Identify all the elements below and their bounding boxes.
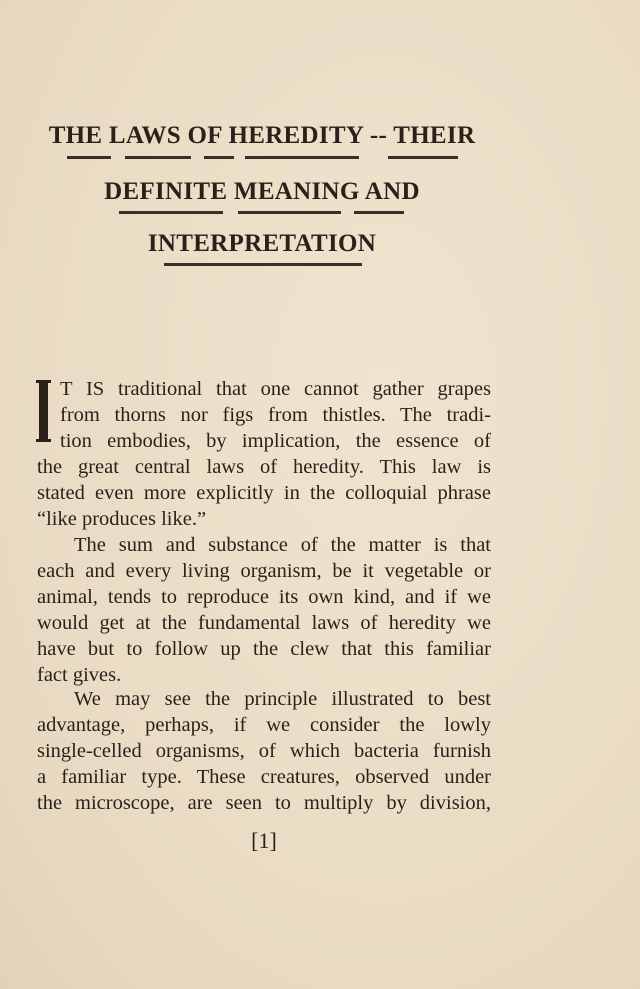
- chapter-title-line-1: THE LAWS OF HEREDITY -- THEIR: [48, 122, 476, 149]
- text-line: animal, tends to reproduce its own kind, and if we: [37, 586, 491, 608]
- text-line: We may see the principle illustrated to best: [74, 688, 491, 710]
- text-line: The sum and substance of the matter is that: [74, 534, 491, 556]
- drop-cap-I: [39, 382, 48, 440]
- title-underline: [245, 156, 359, 159]
- chapter-title-line-3: INTERPRETATION: [147, 230, 377, 257]
- text-line: T IS traditional that one cannot gather grapes: [60, 378, 491, 400]
- page-number: [1]: [251, 828, 277, 853]
- text-line: “like produces like.”: [37, 508, 207, 530]
- text-line: stated even more explicitly in the colloquial phrase: [37, 482, 491, 504]
- text-line: the microscope, are seen to multiply by division,: [37, 792, 491, 814]
- text-line: fact gives.: [37, 664, 122, 686]
- text-line: each and every living organism, be it vegetable or: [37, 560, 491, 582]
- title-underline: [204, 156, 234, 159]
- text-line: the great central laws of heredity. This law is: [37, 456, 491, 478]
- text-line: would get at the fundamental laws of heredity we: [37, 612, 491, 634]
- title-underline: [354, 211, 404, 214]
- drop-cap-serif: [36, 439, 51, 442]
- text-line: tion embodies, by implication, the essence of: [60, 430, 491, 452]
- title-underline: [164, 263, 362, 266]
- text-line: a familiar type. These creatures, observed under: [37, 766, 491, 788]
- text-line: have but to follow up the clew that this familiar: [37, 638, 491, 660]
- title-underline: [238, 211, 341, 214]
- text-line: advantage, perhaps, if we consider the lowly: [37, 714, 491, 736]
- title-underline: [67, 156, 111, 159]
- title-underline: [119, 211, 223, 214]
- chapter-title-line-2: DEFINITE MEANING AND: [104, 178, 420, 205]
- text-line: single-celled organisms, of which bacteria furnish: [37, 740, 491, 762]
- title-underline: [388, 156, 458, 159]
- text-line: from thorns nor figs from thistles. The tradi-: [60, 404, 491, 426]
- title-underline: [125, 156, 191, 159]
